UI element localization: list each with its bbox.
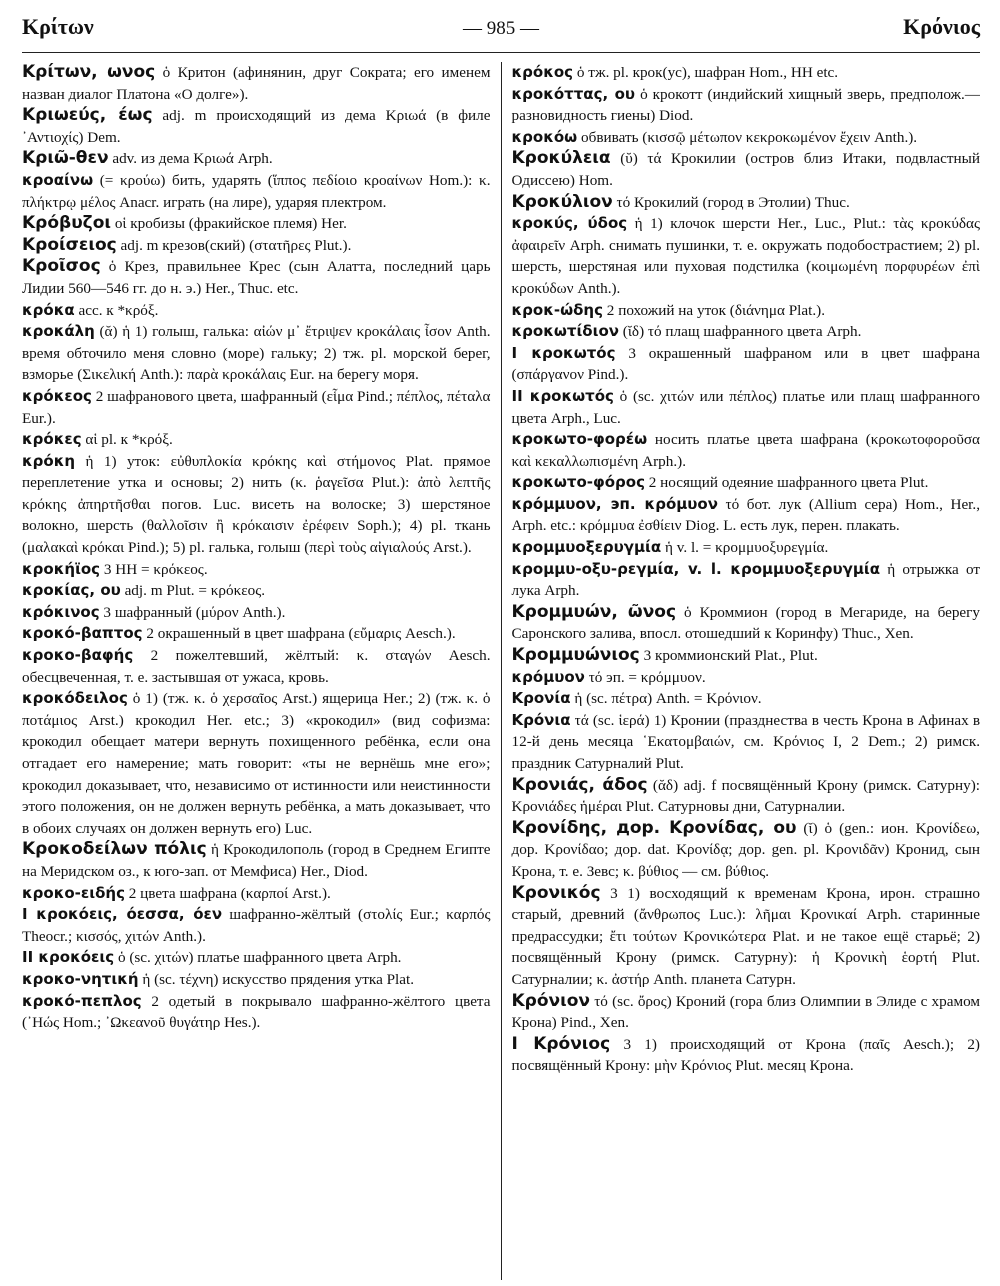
header-rule [22, 52, 980, 53]
dictionary-entry [512, 127, 981, 149]
entry-definition: 2 цвета шафрана (καρποί Arst.). [124, 884, 331, 902]
headword: Κροκοδείλων πόλις [22, 839, 207, 860]
headword: Κροίσειος [22, 234, 117, 255]
headword: Κρομμυώνιος [511, 645, 640, 666]
headword: Κρόνια [511, 710, 571, 729]
dictionary-entry [22, 300, 491, 322]
entry-definition: ὁ Критон (афинянин, друг Сократа; его именем назван диалог Платона «О долге»). [22, 64, 491, 103]
entry-definition: 2 носящий одеяние шафранного цвета Plut. [644, 474, 929, 492]
dictionary-entry [512, 386, 981, 429]
dictionary-entry [22, 623, 491, 645]
entry-definition: 2 окрашенный в цвет шафрана (εὔμαρις Aesch.). [142, 625, 456, 643]
header-left-catchword: Κρίτων [22, 14, 94, 39]
headword: Κριωεύς, έως [22, 105, 153, 126]
entry-definition: ὁ тж. pl. крок(ус), шафран Hom., HH etc. [573, 64, 839, 81]
headword: κροκωτο-φόρος [511, 473, 645, 492]
headword: Κριῶ-θεν [22, 148, 109, 169]
headword: κροκύς, ύδος [511, 214, 628, 233]
headword: κροκό-πεπλος [22, 991, 142, 1010]
entry-definition: 2 пожелтевший, жёлтый: κ. σταγών Aesch. обесцвеченная, т. е. застывшая от ужаса, кровь. [22, 647, 491, 686]
dictionary-entry [512, 321, 981, 343]
headword: κρομμυοξερυγμία [511, 538, 662, 557]
entry-definition: ἡ Крокодилополь (город в Среднем Египте на Меридском оз., к юго-зап. от Мемфиса) Her., Diod. [22, 841, 491, 880]
entry-definition: ὁ крокотт (индийский хищный зверь, предполож.—разновидность гиены) Diod. [511, 85, 980, 125]
entry-definition: τό (sc. ὄρος) Кроний (гора близ Олимпии в Элиде с храмом Крона) Pind., Xen. [511, 992, 980, 1032]
entry-definition: adj. m крезов(ский) (στατῆρες Plut.). [116, 236, 352, 254]
entry-definition: ὁ Крез, правильнее Крес (сын Алатта, последний царь Лидии 560—546 гг. до н. э.) Her., Thuc. etc. [22, 258, 491, 297]
headword: κρόμμυον, эп. κρόμυον [511, 494, 718, 513]
dictionary-entry [512, 537, 981, 559]
headword: κρόκα [22, 300, 75, 319]
headword: κροκωτίδιον [511, 322, 619, 341]
entry-definition: 3 шафранный (μύρον Anth.). [99, 603, 286, 621]
dictionary-entry [512, 688, 981, 710]
headword: κρομμυ-οξυ-ρεγμία, v. l. κρομμυοξερυγμία [511, 559, 881, 578]
dictionary-entry [512, 84, 981, 127]
entry-definition: 3 1) происходящий от Крона (παῖς Aesch.); 2) посвящённый Крону: μὴν Κρόνιος Plut. месяц Крона. [511, 1035, 980, 1075]
dictionary-entry [22, 559, 491, 581]
dictionary-entry [22, 321, 491, 386]
headword: κροκό-βαπτος [22, 624, 143, 643]
dictionary-entry [512, 62, 981, 84]
dictionary-entry [22, 969, 491, 991]
headword: κροκωτο-φορέω [511, 430, 648, 449]
entry-definition: ἡ 1) уток: εὐθυπλοκία κρόκης καὶ στήμονος Plat. прямое переплетение утка и основы; 2) нить (κ. ῥαγεῖσα Plut.): ἀπὸ λεπτῆς κρόκης ἀπηρτῆσθαι погов. Luc. висеть на волоске; 3) шерстяное волокно, шерсть (θαλλοῖσιν ἢ κρόκαισιν ἐρέφειν Soph.); 4) pl. ткань (μαλακαὶ κρόκαι Pind.); 5) pl. галька, голыш (περὶ τοὺς αἰγιαλούς Arst.). [22, 452, 491, 557]
entry-definition: ἡ 1) клочок шерсти Her., Luc., Plut.: τὰς κροκύδας ἀφαιρεῖν Arph. снимать пушинки, т. е. окружать подобострастием; 2) pl. шерсть, шерстяная или пуховая подстилка (κοιμωμένη πορφυρέων ἐπὶ κροκύδων Anth.). [511, 215, 980, 297]
entry-definition: 2 похожий на уток (διάνημα Plat.). [603, 301, 826, 319]
headword: κροκο-ειδής [22, 883, 125, 902]
dictionary-entry [512, 429, 981, 472]
entry-definition: шафранно-жёлтый (στολίς Eur.; καρπός Theocr.; κισσός, χιτών Anth.). [22, 906, 491, 945]
headword: Κρονικός [511, 882, 601, 903]
headword: Κρονιάς, άδος [511, 774, 648, 795]
headword: Κρόβυζοι [22, 213, 112, 234]
entry-definition: 3 HH = κρόκεος. [100, 560, 208, 578]
dictionary-entry [512, 343, 981, 386]
dictionary-entry [512, 213, 981, 299]
dictionary-entry [22, 62, 491, 105]
entry-definition: носить платье цвета шафрана (κροκωτοφοροῦσα καὶ κεκαλλωπισμένη Arph.). [511, 431, 980, 470]
headword: Κροκύλιον [511, 191, 613, 212]
headword: κροαίνω [22, 170, 94, 189]
entry-definition: adv. из дема Κριωά Arph. [108, 150, 273, 168]
entry-definition: ἡ отрыжка от лука Arph. [511, 560, 980, 600]
headword: κροκόω [511, 127, 578, 146]
entry-definition: τό эп. = κρόμμυον. [584, 668, 706, 686]
entry-definition: τό Крокилий (город в Этолии) Thuc. [612, 193, 850, 211]
dictionary-entry [22, 213, 491, 235]
running-head [22, 14, 980, 48]
dictionary-entry [512, 602, 981, 645]
headword: Κρομμυών, ῶνος [511, 601, 677, 622]
headword: κροκο-βαφής [22, 646, 134, 665]
headword: Κροκύλεια [511, 148, 611, 169]
dictionary-entry [22, 256, 491, 299]
entry-definition: (= κρούω) бить, ударять (ἵππος πεδίοιο κροαίνων Hom.): κ. πλήκτρῳ μέλος Anacr. играть (на лире), ударяя плектром. [22, 171, 491, 211]
entry-definition: ὁ (sc. χιτών) платье шафранного цвета Arph. [114, 949, 402, 967]
dictionary-entry [22, 839, 491, 882]
dictionary-entry [512, 494, 981, 537]
dictionary-entry [512, 148, 981, 191]
dictionary-entry [512, 192, 981, 214]
dictionary-entry [22, 451, 491, 559]
headword: κροκήϊος [22, 559, 101, 578]
entry-definition: ἡ (sc. τέχνη) искусство прядения утка Plat. [138, 970, 415, 988]
entry-definition: τό бот. лук (Allium cepa) Hom., Her., Arph. etc.: κρόμμυα ἐσθίειν Diog. L. есть лук, перен. плакать. [511, 495, 980, 535]
columns [22, 62, 980, 1280]
dictionary-entry [22, 429, 491, 451]
entry-definition: (ᾰ) ἡ 1) голыш, галька: αἰών μ᾿ ἔτριψεν κροκάλαις ἶσον Anth. время обточило меня словно (море) гальку; 2) тж. pl. морской берег, взморье (Σικελική Anth.): παρὰ κροκάλαις Eur. на берегу моря. [22, 323, 491, 384]
headword: Κρονία [511, 689, 571, 708]
dictionary-entry [512, 559, 981, 602]
entry-definition: ἡ v. l. = κρομμυοξυρεγμία. [661, 539, 829, 557]
entry-definition: adj. m происходящий из дема Κριωά (в филе ᾿Αντιοχίς) Dem. [22, 107, 491, 146]
headword: κρόκινος [22, 602, 100, 621]
dictionary-entry [512, 667, 981, 689]
page-number: — 985 — [463, 18, 539, 39]
entry-definition: (ῐ) ὁ (gen.: ион. Κρονίδεω, дор. Κρονίδαο; дор. dat. Κρονίδᾳ; дор. gen. pl. Κρονιδᾶν) Кронид, сын Крона, т. е. Зевс; κ. βύθιος — см. βύθιος. [511, 819, 980, 880]
dictionary-entry [22, 688, 491, 839]
dictionary-entry [512, 1034, 981, 1077]
headword: κρόκος [511, 63, 574, 81]
dictionary-entry [512, 710, 981, 775]
entry-definition: acc. к *κρόξ. [74, 301, 159, 319]
dictionary-entry [512, 472, 981, 494]
headword: κροκόττας, ου [511, 84, 636, 103]
dictionary-entry [22, 580, 491, 602]
dictionary-entry [512, 991, 981, 1034]
headword: κροκο-νητική [22, 969, 139, 988]
entry-definition: (ᾰδ) adj. f посвящённый Крону (римск. Сатурну): Κρονιάδες ἡμέραι Plut. Сатурновы дни, Сатурналии. [511, 776, 980, 816]
entry-definition: (ῠ) τά Крокилии (остров близ Итаки, подвластный Одиссею) Hom. [511, 150, 980, 189]
headword: II κροκόεις [22, 948, 115, 967]
headword: I κροκωτός [511, 343, 616, 362]
dictionary-entry [512, 645, 981, 667]
entry-definition: 3 окрашенный шафраном или в цвет шафрана (σπάργανον Pind.). [511, 344, 980, 384]
dictionary-entry [22, 602, 491, 624]
entry-definition: ὁ Кроммион (город в Мегариде, на берегу Саронского залива, впосл. отошедший к Коринфу) Thuc., Xen. [511, 603, 980, 643]
left-column [22, 62, 501, 1280]
entry-definition: αἱ pl. к *κρόξ. [81, 431, 173, 449]
headword: κρόμυον [511, 667, 585, 686]
entry-definition: οἱ кробизы (фракийское племя) Her. [111, 215, 347, 233]
entry-definition: 2 шафранового цвета, шафранный (εἷμα Pind.; πέπλος, πέταλα Eur.). [22, 387, 491, 427]
dictionary-entry [22, 235, 491, 257]
entry-definition: 2 одетый в покрывало шафранно-жёлтого цвета (᾿Ηώς Hom.; ᾿Ωκεανοῦ θυγάτηρ Hes.). [22, 992, 491, 1032]
dictionary-entry [22, 883, 491, 905]
dictionary-entry [22, 386, 491, 429]
dictionary-entry [512, 300, 981, 322]
dictionary-entry [512, 775, 981, 818]
headword: κροκ-ώδης [511, 300, 603, 319]
dictionary-entry [22, 148, 491, 170]
headword: κροκόδειλος [22, 689, 128, 708]
headword: κροκάλη [22, 322, 95, 341]
entry-definition: ὁ (sc. χιτών или πέπλος) платье или плащ шафранного цвета Arph., Luc. [511, 387, 980, 427]
entry-definition: 3 кроммионский Plat., Plut. [639, 647, 818, 665]
entry-definition: τά (sc. ἱερά) 1) Кронии (празднества в честь Крона в Афинах в 12-й день месяца ῾Εκατομβαιών, см. Κρόνιος I, 2 Dem.; 2) римск. праздник Сатурналий Plut. [511, 711, 980, 772]
headword: κρόκεος [22, 386, 92, 405]
dictionary-entry [22, 170, 491, 213]
headword: Κροῖσος [22, 256, 101, 277]
dictionary-entry [512, 818, 981, 883]
dictionary-entry [22, 645, 491, 688]
headword: II κροκωτός [511, 386, 614, 405]
headword: Κρόνιον [511, 990, 590, 1011]
entry-definition: ὁ 1) (тж. κ. ὁ χερσαῖος Arst.) ящерица Her.; 2) (тж. κ. ὁ ποτάμιος Arst.) крокодил Her. etc.; 3) «крокодил» (вид софизма: крокодил обещает матери вернуть похищенного ребёнка, если она отгадает его намерение; мать говорит: «ты не вернёшь мне его»; крокодил доказывает, что, независимо от истинности или неистинности этого положения, он не должен вернуть ребёнка, а мать доказывает, что в обоих случаях он должен вернуть его) Luc. [22, 690, 491, 837]
headword: Κρονίδης, дор. Κρονίδας, ου [511, 817, 797, 838]
header-right-catchword: Κρόνιος [903, 14, 980, 39]
headword: κρόκες [22, 430, 82, 449]
dictionary-entry [22, 991, 491, 1034]
headword: κρόκη [22, 451, 76, 470]
entry-definition: ἡ (sc. πέτρα) Anth. = Κρόνιον. [570, 690, 762, 708]
right-column [502, 62, 981, 1280]
entry-definition: 3 1) восходящий к временам Крона, ирон. страшно старый, древний (ἄνθρωπος Luc.): λῆμαι Κρονικαί Arph. старинные предрассудки; ἔτι τούτων Κρονικώτερα Plat. и не такое ещё старьё; 2) посвящённый Крону (римск. Сатурну): ἡ Κρονικὴ ἑορτή Plut. Сатурналии; κ. ἀστήρ Anth. планета Сатурн. [511, 884, 980, 988]
dictionary-entry [22, 904, 491, 947]
headword: I Κρόνιος [511, 1033, 611, 1054]
entry-definition: обвивать (κισσῷ μέτωπον κεκροκωμένον ἔχειν Anth.). [577, 128, 918, 146]
entry-definition: adj. m Plut. = κρόκεος. [120, 582, 266, 600]
dictionary-entry [22, 947, 491, 969]
dictionary-entry [22, 105, 491, 148]
dictionary-entry [512, 883, 981, 991]
entry-definition: (ῐδ) τό плащ шафранного цвета Arph. [618, 323, 862, 341]
headword: κροκίας, ου [22, 581, 121, 600]
headword: I κροκόεις, όεσσα, όεν [22, 905, 223, 924]
headword: Κρίτων, ωνος [22, 62, 156, 82]
